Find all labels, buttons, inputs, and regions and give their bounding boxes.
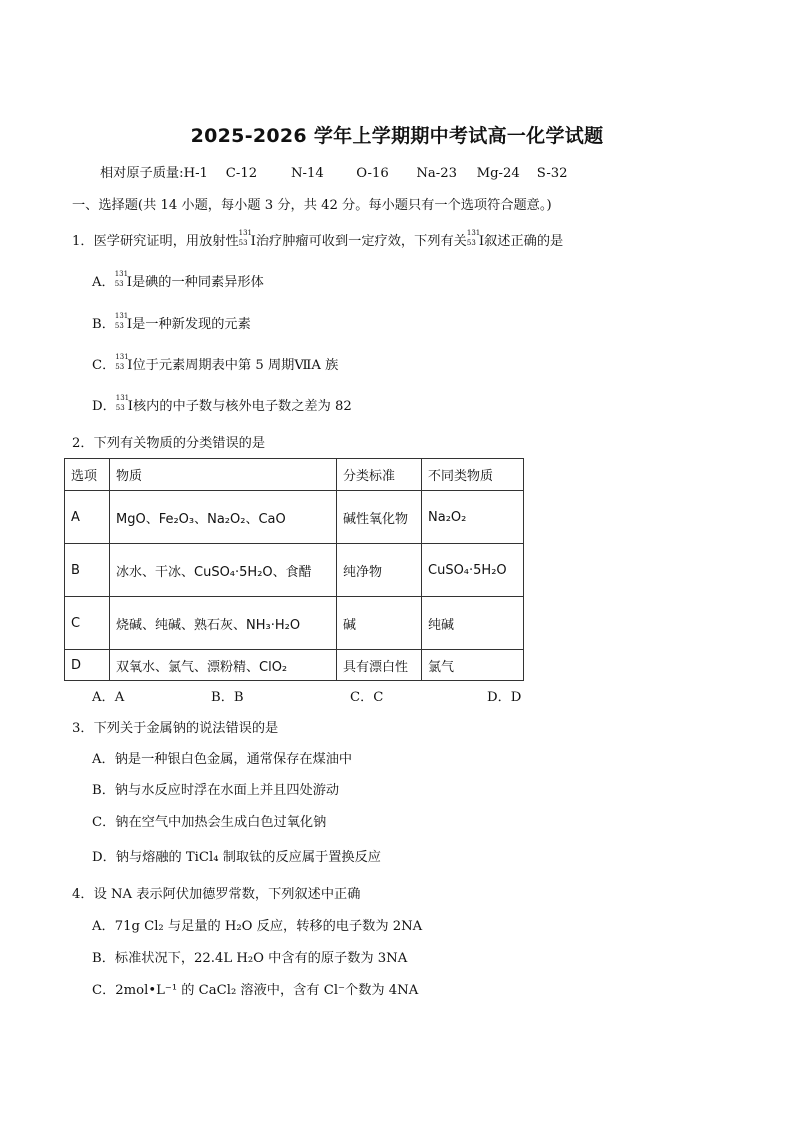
isotope-letter: I bbox=[127, 399, 133, 414]
mass-item: C-12 bbox=[225, 166, 258, 181]
table-cell: 双氧水、氯气、漂粉精、ClO₂ bbox=[110, 650, 337, 681]
table-cell: 冰水、干冰、CuSO₄·5H₂O、食醋 bbox=[110, 544, 337, 597]
q3-option-c[interactable]: C．钠在空气中加热会生成白色过氧化钠 bbox=[92, 815, 327, 830]
stem-text: 1．医学研究证明，用放射性 bbox=[72, 234, 239, 249]
table-cell: 纯碱 bbox=[422, 597, 524, 650]
classification-table bbox=[64, 458, 524, 681]
table-cell: Na₂O₂ bbox=[422, 491, 524, 544]
q3-option-a[interactable]: A．钠是一种银白色金属，通常保存在煤油中 bbox=[92, 752, 353, 767]
isotope-symbol: 131 53 bbox=[114, 312, 129, 330]
table-cell: C bbox=[65, 597, 110, 650]
q3-option-b[interactable]: B．钠与水反应时浮在水面上并且四处游动 bbox=[92, 783, 340, 798]
q2-choice-d[interactable]: D．D bbox=[487, 690, 522, 705]
q4-option-b[interactable]: B．标准状况下，22.4L H₂O 中含有的原子数为 3NA bbox=[92, 951, 408, 966]
option-text: 是一种新发现的元素 bbox=[132, 317, 251, 332]
q1-option-a[interactable] bbox=[92, 270, 264, 293]
option-text: 位于元素周期表中第 5 周期ⅦA 族 bbox=[132, 358, 339, 373]
isotope-letter: I bbox=[250, 234, 256, 249]
table-row bbox=[65, 597, 524, 650]
isotope-symbol: 131 53 bbox=[115, 394, 130, 412]
mass-item: N-14 bbox=[290, 166, 324, 181]
q2-choice-c[interactable]: C．C bbox=[350, 690, 384, 705]
table-row bbox=[65, 544, 524, 597]
atomic-masses bbox=[100, 164, 568, 184]
section-heading: 一、选择题(共 14 小题，每小题 3 分，共 42 分。每小题只有一个选项符合题意。) bbox=[72, 198, 552, 213]
table-cell: 具有漂白性 bbox=[337, 650, 422, 681]
q1-option-d[interactable] bbox=[92, 394, 352, 417]
isotope-letter: I bbox=[126, 317, 133, 332]
question-4-stem: 4．设 NA 表示阿伏加德罗常数，下列叙述中正确 bbox=[72, 887, 361, 902]
option-text: 是碘的一种同素异形体 bbox=[131, 275, 264, 290]
q2-choice-b[interactable]: B．B bbox=[211, 690, 244, 705]
isotope-symbol: 131 53 bbox=[238, 229, 253, 247]
isotope-letter: I bbox=[127, 358, 133, 373]
table-cell: B bbox=[65, 544, 110, 597]
isotope-letter: I bbox=[478, 234, 485, 249]
mass-item: Mg-24 bbox=[476, 166, 520, 181]
option-label: C． bbox=[92, 358, 116, 373]
table-cell: 氯气 bbox=[422, 650, 524, 681]
page-title: 2025-2026 学年上学期期中考试高一化学试题 bbox=[190, 125, 604, 147]
question-1-stem bbox=[72, 229, 564, 252]
question-3-stem: 3．下列关于金属钠的说法错误的是 bbox=[72, 721, 279, 736]
table-cell: D bbox=[65, 650, 110, 681]
table-header-row bbox=[65, 459, 524, 491]
column-header: 分类标准 bbox=[337, 459, 422, 491]
option-label: A． bbox=[92, 275, 115, 290]
q3-option-d[interactable]: D．钠与熔融的 TiCl₄ 制取钛的反应属于置换反应 bbox=[92, 850, 381, 865]
masses-label: 相对原子质量: bbox=[100, 166, 184, 181]
column-header: 不同类物质 bbox=[422, 459, 524, 491]
option-label: B． bbox=[92, 317, 115, 332]
q4-option-c[interactable]: C．2mol•L⁻¹ 的 CaCl₂ 溶液中，含有 Cl⁻个数为 4NA bbox=[92, 983, 419, 998]
isotope-symbol: 131 53 bbox=[114, 270, 129, 288]
option-label: D． bbox=[92, 399, 116, 414]
q4-option-a[interactable]: A．71g Cl₂ 与足量的 H₂O 反应，转移的电子数为 2NA bbox=[92, 919, 423, 934]
table-cell: MgO、Fe₂O₃、Na₂O₂、CaO bbox=[110, 491, 337, 544]
q2-choice-a[interactable]: A．A bbox=[92, 690, 125, 705]
table-cell: 纯净物 bbox=[337, 544, 422, 597]
column-header: 选项 bbox=[65, 459, 110, 491]
table-cell: CuSO₄·5H₂O bbox=[422, 544, 524, 597]
mass-item: H-1 bbox=[183, 166, 208, 181]
mass-item: Na-23 bbox=[416, 166, 458, 181]
table-cell: 烧碱、纯碱、熟石灰、NH₃·H₂O bbox=[110, 597, 337, 650]
isotope-symbol: 131 53 bbox=[466, 229, 481, 247]
question-2-stem: 2．下列有关物质的分类错误的是 bbox=[72, 436, 266, 451]
table-cell: 碱 bbox=[337, 597, 422, 650]
option-text: 核内的中子数与核外电子数之差为 82 bbox=[132, 399, 352, 414]
table-cell: A bbox=[65, 491, 110, 544]
isotope-letter: I bbox=[126, 275, 132, 290]
isotope-symbol: 131 53 bbox=[115, 353, 129, 371]
stem-text: 叙述正确的是 bbox=[484, 234, 564, 249]
table-row bbox=[65, 650, 524, 681]
table-cell: 碱性氧化物 bbox=[337, 491, 422, 544]
q1-option-c[interactable] bbox=[92, 353, 339, 376]
mass-item: S-32 bbox=[536, 166, 568, 181]
stem-text: 治疗肿瘤可收到一定疗效，下列有关 bbox=[255, 234, 467, 249]
q1-option-b[interactable] bbox=[92, 312, 251, 335]
table-row bbox=[65, 491, 524, 544]
column-header: 物质 bbox=[110, 459, 337, 491]
mass-item: O-16 bbox=[356, 166, 389, 181]
